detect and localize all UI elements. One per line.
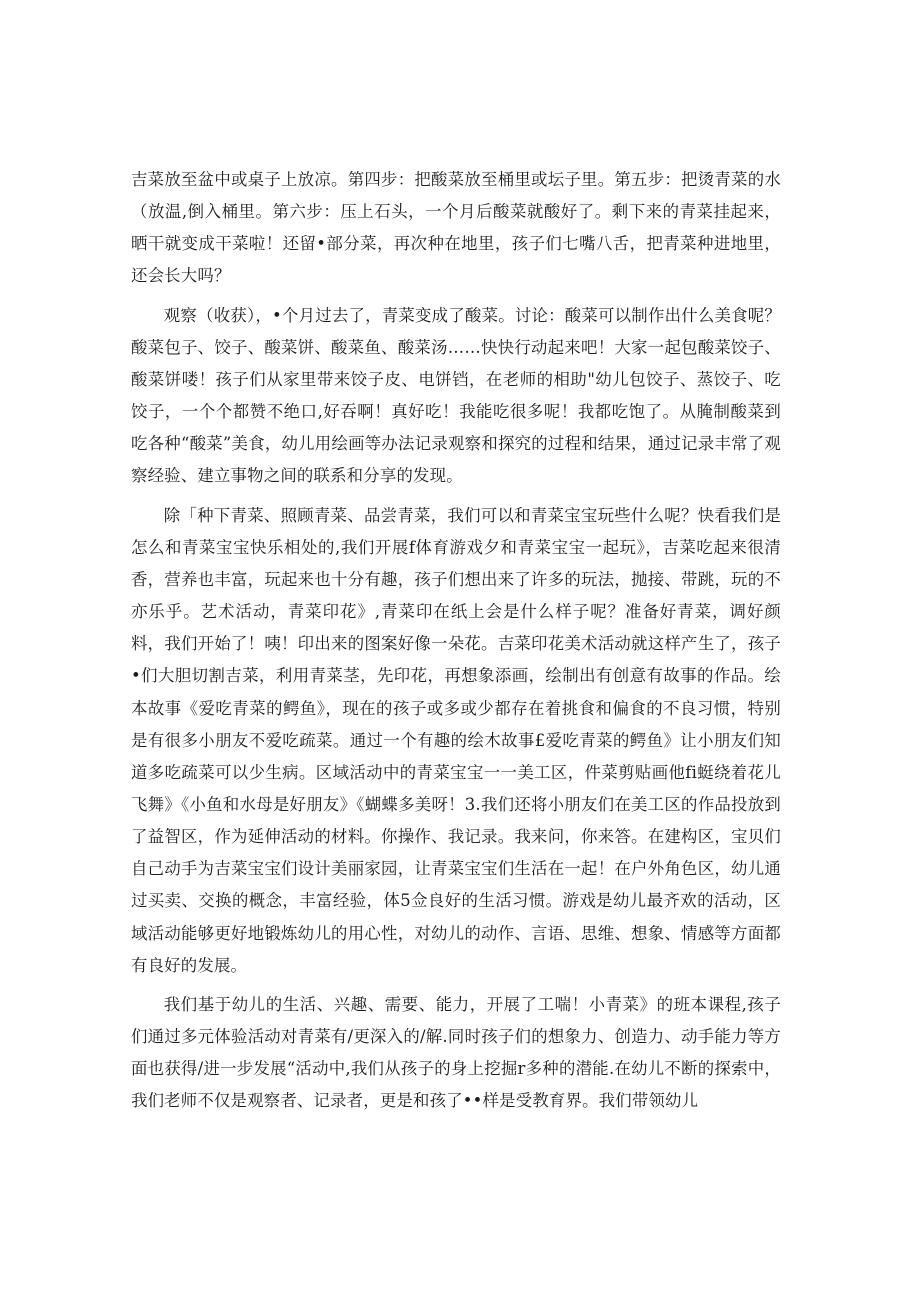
paragraph-4: 我们基于幼儿的生活、兴趣、需要、能力，开展了工喘！小青菜》的班本课程,孩子们通过多元体验活动对青菜有/更深入的/解.同时孩子们的想象力、创造力、动手能力等方面也获得/进一步发展“活动中,我们从孩子的身上挖掘r多种的潜能.在幼儿不断的探索中，我们老师不仅是观察者、记录者，更是和孩了••样是受教育界。我们带领幼儿 [131,994,781,1111]
paragraph-1: 吉菜放至盆中或桌子上放凉。第四步：把酸菜放至桶里或坛子里。第五步：把烫青菜的水（放温,倒入桶里。第六步：压上石头，一个月后酸菜就酸好了。剩下来的青菜挂起来，晒干就变成干菜啦！还留•部分菜，再次种在地里，孩子们七嘴八舌，把青菜种进地里，还会长大吗？ [131,170,781,286]
document-body [131,164,781,1125]
paragraph-2: 观察（收获），•个月过去了，青菜变成了酸菜。讨论：酸菜可以制作出什么美食呢？酸菜包子、饺子、酸菜饼、酸菜鱼、酸菜汤……快快行动起来吧！大家一起包酸菜饺子、酸菜饼喽！孩子们从家里带来饺子皮、电饼铛，在老师的相助"幼儿包饺子、蒸饺子、吃饺子，一个个都赞不绝口,好吞啊！真好吃！我能吃很多呢！我都吃饱了。从腌制酸菜到吃各种“酸菜”美食，幼儿用绘画等办法记录观察和探究的过程和结果，通过记录丰常了观察经验、建立事物之间的联系和分享的发现。 [131,305,781,486]
paragraph-3: 除「种下青菜、照顾青菜、品尝青菜，我们可以和青菜宝宝玩些什么呢？快看我们是怎么和青菜宝宝快乐相处的,我们开展f体育游戏夕和青菜宝宝一起玩》，吉菜吃起来很清香，营养也丰富，玩起来也十分有趣，孩子们想出来了许多的玩法，抛接、带跳，玩的不亦乐乎。艺术活动，青菜印花》,青菜印在纸上会是什么样子呢？准备好青菜，调好颜料，我们开始了！咦！印出来的图案好像一朵花。吉菜印花美术活动就这样产生了，孩子•们大胆切割吉菜，利用青菜茎，先印花，再想象添画，绘制出有创意有故事的作品。绘本故事《爱吃青菜的鳄鱼》，现在的孩子或多或少都存在着挑食和偏食的不良习惯，特别是有很多小朋友不爱吃疏菜。通过一个有趣的绘木故事£爱吃青菜的鳄鱼》让小朋友们知道多吃疏菜可以少生病。区域活动中的青菜宝宝一一美工区，件菜剪贴画他fi蜓绕着花儿飞舞》《小鱼和水母是好朋友》《蝴蝶多美呀！3.我们还将小朋友们在美工区的作品投放到了益智区，作为延伸活动的材料。你操作、我记录。我来问，你来答。在建构区，宝贝们自己动手为吉菜宝宝们设计美丽家园，让青菜宝宝们生活在一起！在户外角色区，幼儿通过买卖、交换的概念，丰富经验，体5佥良好的生活习惯。游戏是幼儿最齐欢的活动，区域活动能够更好地锻炼幼儿的用心性，对幼儿的动作、言语、思维、想象、情感等方面都有良好的发展。 [131,505,781,975]
